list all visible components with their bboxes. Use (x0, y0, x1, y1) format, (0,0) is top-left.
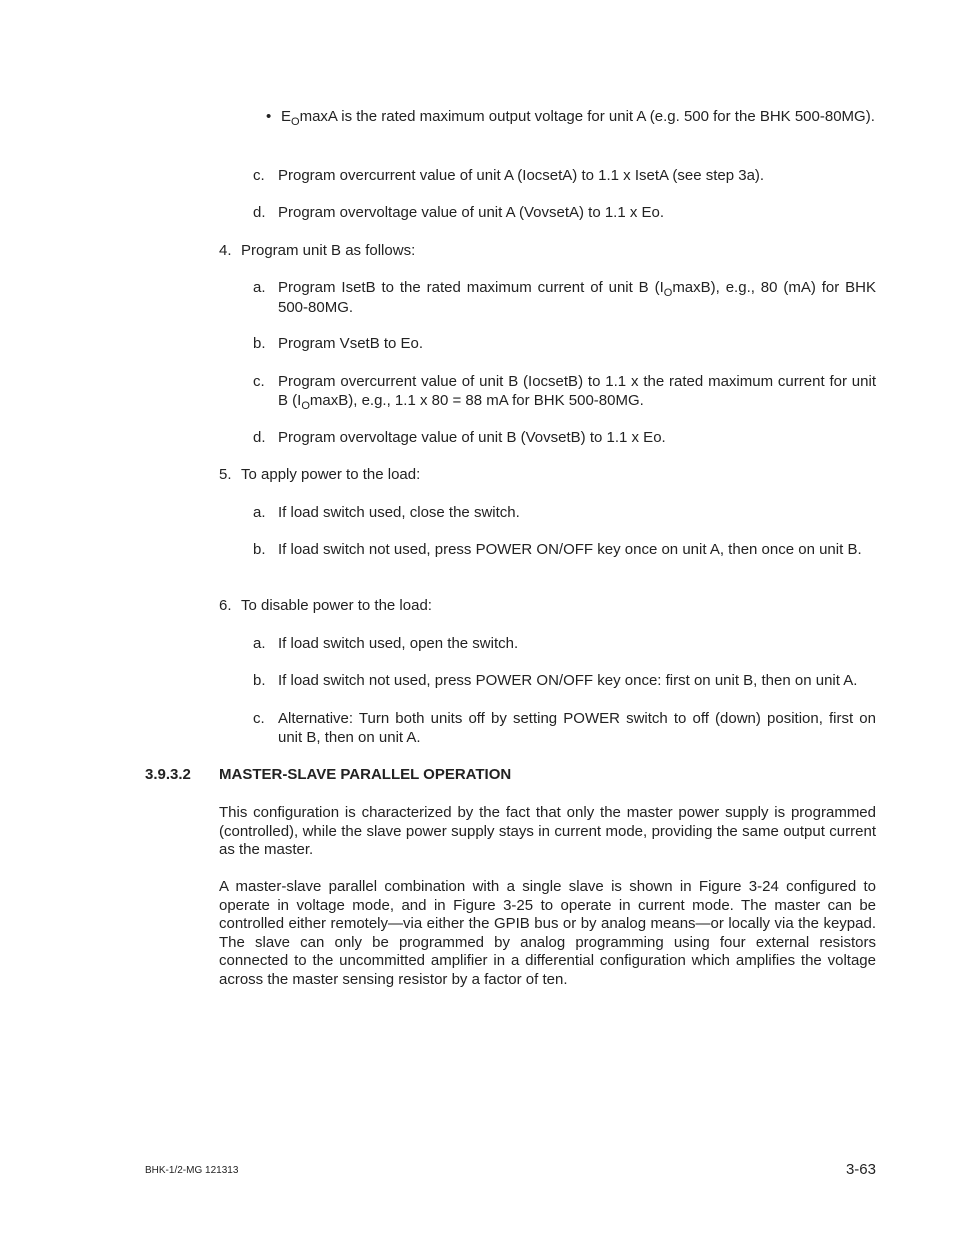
step3c-text: Program overcurrent value of unit A (IocsetA) to 1.1 x IsetA (see step 3a). (278, 167, 765, 184)
step3d-text: Program overvoltage value of unit A (VovsetA) to 1.1 x Eo. (278, 204, 665, 221)
step4c-text: Program overcurrent value of unit B (IocsetB) to 1.1 x the rated maximum current for unit B $(I_O\max B)$, e.g., 1.1 x 80 = 88 mA for BHK 500-80MG. (278, 373, 876, 412)
footer-doc-id: BHK-1/2-MG 121313 (145, 1165, 239, 1176)
step4c-label: c. (253, 373, 265, 390)
step4a-label: a. (253, 279, 266, 296)
step4-text: Program unit B as follows: (241, 242, 416, 259)
step6a-text: If load switch used, open the switch. (278, 635, 519, 652)
step4b-text: Program VsetB to Eo. (278, 335, 424, 352)
step5b-label: b. (253, 541, 266, 558)
step4d-text: Program overvoltage value of unit B (VovsetB) to 1.1 x Eo. (278, 429, 666, 446)
step5a-label: a. (253, 504, 266, 521)
step5-text: To apply power to the load: (241, 466, 421, 483)
step6-label: 6. (219, 597, 232, 614)
bullet-emax-text: $E_O\max A$ is the rated maximum output voltage for unit A (e.g. 500 for the BHK 500-80MG). (281, 108, 875, 128)
footer-page-number: 3-63 (845, 1161, 876, 1178)
section-title: MASTER-SLAVE PARALLEL OPERATION (219, 766, 512, 783)
step6c-text: Alternative: Turn both units off by setting POWER switch to off (down) position, first on unit B, then on unit A. (278, 710, 876, 746)
step6b-label: b. (253, 672, 266, 689)
step5a-text: If load switch used, close the switch. (278, 504, 520, 521)
step3d-label: d. (253, 204, 266, 221)
step5-label: 5. (219, 466, 232, 483)
step6a-label: a. (253, 635, 266, 652)
section-para-2: A master-slave parallel combination with a single slave is shown in Figure 3-24 configured to operate in voltage mode, and in Figure 3-25 to operate in current mode. The master can be controlled either remotely—via either the GPIB bus or by analog means—or locally via the keypad. The slave can only be programmed by analog programming using four external resistors connected to the uncommitted amplifier in a differential configuration which amplifies the voltage across the master sensing resistor by a factor of ten. (219, 878, 876, 988)
step5b-text: If load switch not used, press POWER ON/OFF key once on unit A, then once on unit B. (278, 541, 862, 558)
bullet-marker: • (266, 108, 272, 125)
step3c-label: c. (253, 167, 265, 184)
step4d-label: d. (253, 429, 266, 446)
step4-label: 4. (219, 242, 232, 259)
step6c-label: c. (253, 710, 265, 727)
step4a-text: Program IsetB to the rated maximum current of unit B $(I_O\max B)$, e.g., 80 (mA) for BHK 500-80MG. (278, 279, 876, 316)
step6b-text: If load switch not used, press POWER ON/OFF key once: first on unit B, then on unit A. (278, 672, 858, 689)
step6-text: To disable power to the load: (241, 597, 432, 614)
section-para-1: This configuration is characterized by the fact that only the master power supply is programmed (controlled), while the slave power supply stays in current mode, providing the same output current as the master. (219, 804, 876, 858)
step4b-label: b. (253, 335, 266, 352)
section-number: 3.9.3.2 (145, 766, 191, 783)
